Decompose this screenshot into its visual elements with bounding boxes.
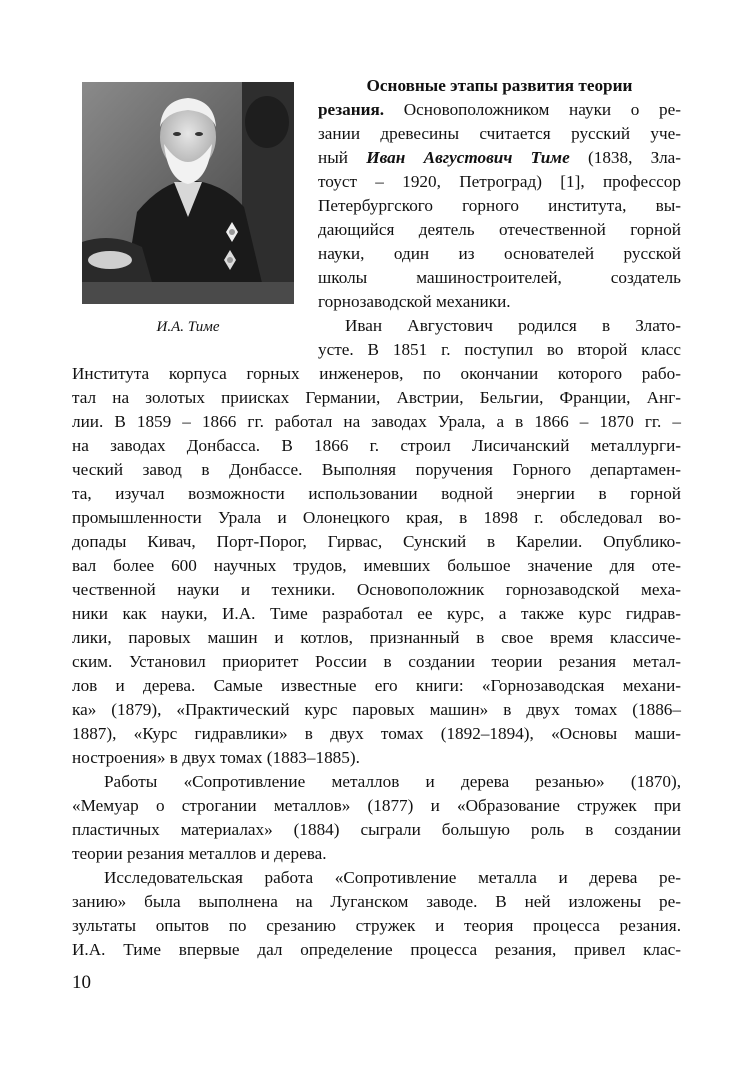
text-span: занию» была выполнена на Луганском заводе. В ней изложены ре- <box>72 892 681 911</box>
text-span: ный <box>318 148 367 167</box>
text-line <box>72 626 681 650</box>
text-line <box>318 266 681 290</box>
text-line <box>318 122 681 146</box>
text-line <box>72 386 681 410</box>
text-span: лии. В 1859 – 1866 гг. работал на заводах Урала, а в 1866 – 1870 гг. – <box>72 412 681 431</box>
text-span: науки, один из основателей русской <box>318 244 681 263</box>
text-span: «Мемуар о строгании металлов» (1877) и «Образование стружек при <box>72 796 681 815</box>
text-line <box>104 770 681 794</box>
text-span: (1838, Зла- <box>569 148 681 167</box>
text-line <box>72 530 681 554</box>
text-line <box>72 794 681 818</box>
text-line <box>72 698 681 722</box>
text-line <box>72 434 681 458</box>
text-line <box>72 482 681 506</box>
text-span: на заводах Донбасса. В 1866 г. строил Лисичанский металлурги- <box>72 436 681 455</box>
text-line <box>318 74 681 98</box>
page-number: 10 <box>72 972 91 993</box>
text-line <box>318 338 681 362</box>
text-span: вал более 600 научных трудов, имевших большое значение для оте- <box>72 556 681 575</box>
text-span: пластичных материалах» (1884) сыграли большую роль в создании <box>72 820 681 839</box>
text-line <box>318 170 681 194</box>
text-line <box>72 746 681 770</box>
text-line <box>345 314 681 338</box>
text-span: Института корпуса горных инженеров, по окончании которого рабо- <box>72 364 681 383</box>
text-line <box>318 146 681 170</box>
text-line <box>318 242 681 266</box>
text-span: лики, паровых машин и котлов, признанный в свое время классиче- <box>72 628 681 647</box>
text-span: ностроения» в двух томах (1883–1885). <box>72 748 360 767</box>
text-span: школы машиностроителей, создатель <box>318 268 681 287</box>
text-span: усте. В 1851 г. поступил во второй класс <box>318 340 681 359</box>
text-span: И.А. Тиме впервые дал определение процесса резания, привел клас- <box>72 940 681 959</box>
text-line <box>72 818 681 842</box>
text-span: 1887), «Курс гидравлики» в двух томах (1892–1894), «Основы маши- <box>72 724 681 743</box>
text-line <box>72 458 681 482</box>
portrait-photo <box>82 82 294 304</box>
text-line <box>72 650 681 674</box>
text-span: тал на золотых приисках Германии, Австрии, Бельгии, Франции, Анг- <box>72 388 681 407</box>
text-line <box>72 722 681 746</box>
text-span: промышленности Урала и Олонецкого края, в 1898 г. обследовал во- <box>72 508 681 527</box>
text-span: ческий завод в Донбассе. Выполняя поручения Горного департамен- <box>72 460 681 479</box>
text-line <box>72 938 681 962</box>
text-line <box>318 218 681 242</box>
text-line <box>72 914 681 938</box>
text-line <box>72 506 681 530</box>
figure-caption: И.А. Тиме <box>156 319 220 335</box>
text-span: ским. Установил приоритет России в создании теории резания метал- <box>72 652 681 671</box>
text-line <box>72 554 681 578</box>
text-line <box>104 866 681 890</box>
text-span: Основоположником науки о ре- <box>384 100 681 119</box>
text-line <box>72 602 681 626</box>
text-span: чественной науки и техники. Основоположник горнозаводской меха- <box>72 580 681 599</box>
text-span: лов и дерева. Самые известные его книги: «Горнозаводская механи- <box>72 676 681 695</box>
text-line <box>72 674 681 698</box>
text-line <box>72 362 681 386</box>
text-span: Иван Августович родился в Злато- <box>345 316 681 335</box>
text-span: Исследовательская работа «Сопротивление металла и дерева ре- <box>104 868 681 887</box>
text-line <box>318 194 681 218</box>
heading-text: резания. <box>318 100 385 119</box>
text-span: ка» (1879), «Практический курс паровых машин» в двух томах (1886– <box>72 700 681 719</box>
person-name: Иван Августович Тиме <box>366 148 570 167</box>
text-line <box>72 410 681 434</box>
text-span: допады Кивач, Порт-Порог, Гирвас, Сунский в Карелии. Опублико- <box>72 532 681 551</box>
heading-text: Основные этапы развития теории <box>366 76 633 95</box>
text-line <box>72 890 681 914</box>
text-span: Работы «Сопротивление металлов и дерева резанью» (1870), <box>104 772 681 791</box>
text-span: зании древесины считается русский уче- <box>318 124 681 143</box>
text-line <box>72 842 681 866</box>
text-line <box>318 290 681 314</box>
text-line <box>72 578 681 602</box>
text-span: зультаты опытов по срезанию стружек и теория процесса резания. <box>72 916 681 935</box>
text-span: тоуст – 1920, Петроград) [1], профессор <box>318 172 681 191</box>
text-line <box>318 98 681 122</box>
text-span: та, изучал возможности использовании водной энергии в горной <box>72 484 681 503</box>
text-span: ники как науки, И.А. Тиме разработал ее курс, а также курс гидрав- <box>72 604 681 623</box>
text-span: теории резания металлов и дерева. <box>72 844 327 863</box>
text-span: горнозаводской механики. <box>318 292 511 311</box>
text-span: дающийся деятель отечественной горной <box>318 220 681 239</box>
text-span: Петербургского горного института, вы- <box>318 196 681 215</box>
